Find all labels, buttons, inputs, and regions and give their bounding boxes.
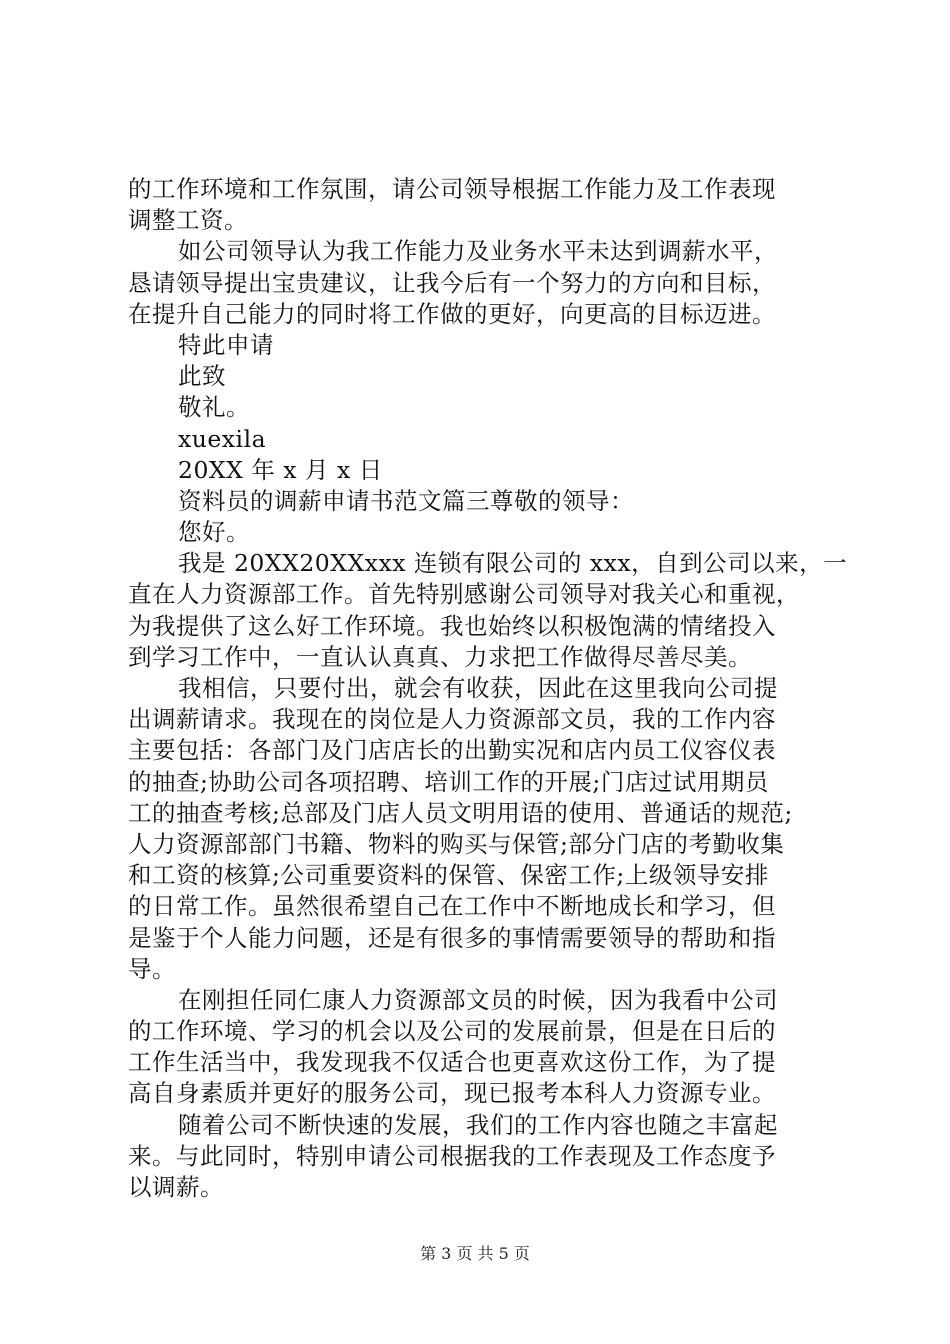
paragraph-start-line: 在刚担任同仁康人力资源部文员的时候，因为我看中公司 [178,985,778,1014]
text-line: 以调薪。 [128,1173,224,1201]
text-line: 为我提供了这么好工作环境。我也始终以积极饱满的情绪投入 [128,611,776,640]
document-body [128,174,848,1203]
text-line: 调整工资。 [128,206,248,235]
text-line: 直在人力资源部工作。首先特别感谢公司领导对我关心和重视， [128,580,800,609]
text-line: 高自身素质并更好的服务公司，现已报考本科人力资源专业。 [128,1079,776,1108]
signature-line: xuexila [178,424,267,453]
text-line: 主要包括：各部门及门店店长的出勤实况和店内员工仪容仪表 [128,736,776,765]
closing-line: 特此申请 [178,330,274,359]
paragraph-start-line: 随着公司不断快速的发展，我们的工作内容也随之丰富起 [178,1110,778,1139]
text-line: 出调薪请求。我现在的岗位是人力资源部文员，我的工作内容 [128,705,776,734]
closing-line: 敬礼。 [178,393,250,422]
paragraph-start-line: 我相信，只要付出，就会有收获，因此在这里我向公司提 [178,674,778,702]
text-line: 是鉴于个人能力问题，还是有很多的事情需要领导的帮助和指 [128,923,776,952]
closing-line: 此致 [178,362,226,391]
page-footer: 第 3 页 共 5 页 [420,1244,530,1263]
text-line: 的抽查;协助公司各项招聘、培训工作的开展;门店过试用期员 [128,767,769,796]
text-line: 的工作环境、学习的机会以及公司的发展前景，但是在日后的 [128,1017,776,1046]
text-line: 人力资源部部门书籍、物料的购买与保管;部分门店的考勤收集 [128,829,785,858]
greeting-line: 您好。 [178,518,250,547]
text-line: 来。与此同时，特别申请公司根据我的工作表现及工作态度予 [128,1141,776,1170]
text-line: 工的抽查考核;总部及门店人员文明用语的使用、普通话的规范; [128,798,793,827]
text-line: 的工作环境和工作氛围，请公司领导根据工作能力及工作表现 [128,175,776,203]
text-line: 导。 [128,954,176,983]
paragraph-start-line: 我是 20XX20XXxxx 连锁有限公司的 xxx，自到公司以来，一 [178,549,848,578]
text-line: 和工资的核算;公司重要资料的保管、保密工作;上级领导安排 [128,861,769,890]
paragraph-start-line: 如公司领导认为我工作能力及业务水平未达到调薪水平， [178,237,778,266]
text-line: 恳请领导提出宝贵建议，让我今后有一个努力的方向和目标， [128,268,776,297]
date-line: 20XX 年 x 月 x 日 [178,455,383,484]
text-line: 到学习工作中，一直认认真真、力求把工作做得尽善尽美。 [128,642,752,671]
section-title-line: 资料员的调薪申请书范文篇三尊敬的领导： [178,486,634,515]
text-line: 工作生活当中，我发现我不仅适合也更喜欢这份工作，为了提 [128,1048,776,1077]
text-line: 的日常工作。虽然很希望自己在工作中不断地成长和学习，但 [128,892,776,921]
text-line: 在提升自己能力的同时将工作做的更好，向更高的目标迈进。 [128,299,776,328]
